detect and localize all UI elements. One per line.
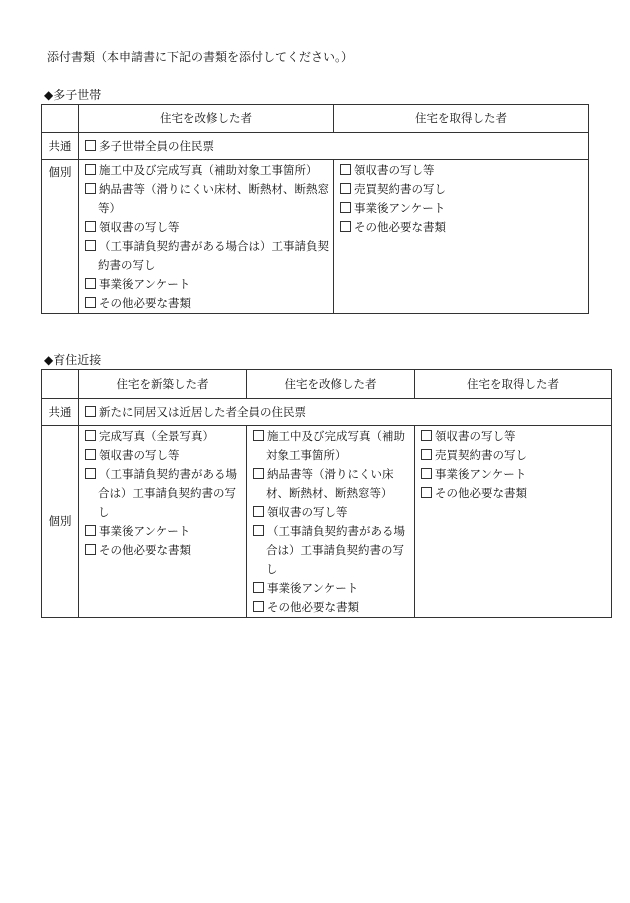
checklist-item: 領収書の写し等 [340,161,584,180]
checkbox-icon[interactable] [421,430,432,441]
newbuilt-documents-list [79,426,247,618]
checklist-item: 領収書の写し等 [85,446,242,465]
checkbox-icon[interactable] [253,430,264,441]
checklist-item: 納品書等（滑りにくい床材、断熱材、断熱窓等） [85,180,329,218]
header-acquired: 住宅を取得した者 [334,105,589,133]
checklist-item: 売買契約書の写し [340,180,584,199]
checklist-item: （工事請負契約書がある場合は）工事請負契約書の写し [85,237,329,275]
checkbox-icon[interactable] [253,506,264,517]
checkbox-icon[interactable] [85,140,96,151]
checklist-item: その他必要な書類 [340,218,584,237]
checkbox-icon[interactable] [85,468,96,479]
checkbox-icon[interactable] [85,297,96,308]
checklist-item: 施工中及び完成写真（補助対象工事箇所） [253,427,410,465]
checklist-item: 売買契約書の写し [421,446,607,465]
common-label: 共通 [42,399,79,426]
checkbox-icon[interactable] [85,406,96,417]
table-header-row [42,105,589,133]
checkbox-icon[interactable] [85,278,96,289]
header-corner [42,105,79,133]
renovated-documents-list [247,426,415,618]
individual-label: 個別 [42,160,79,314]
checkbox-icon[interactable] [253,582,264,593]
header-newbuilt: 住宅を新築した者 [79,370,247,399]
checklist-item: 納品書等（滑りにくい床材、断熱材、断熱窓等） [253,465,410,503]
checklist-item: 施工中及び完成写真（補助対象工事箇所） [85,161,329,180]
common-row [42,133,589,160]
checkbox-icon[interactable] [421,487,432,498]
common-row [42,399,612,426]
checkbox-icon[interactable] [421,468,432,479]
multichild-documents-table [41,104,589,314]
individual-label: 個別 [42,426,79,618]
checkbox-icon[interactable] [340,221,351,232]
checklist-item: 領収書の写し等 [421,427,607,446]
section-title-multichild: ◆多子世帯 [44,88,102,102]
checklist-item: 完成写真（全景写真） [85,427,242,446]
acquired-documents-list [334,160,589,314]
checkbox-icon[interactable] [253,468,264,479]
checkbox-icon[interactable] [340,202,351,213]
checklist-item: その他必要な書類 [253,598,410,617]
checklist-item: （工事請負契約書がある場合は）工事請負契約書の写し [85,465,242,522]
checklist-item: 新たに同居又は近居した者全員の住民票 [85,403,605,422]
attachments-intro: 添付書類（本申請書に下記の書類を添付してください。） [47,50,354,64]
section-title-nearby-living: ◆育住近接 [44,353,102,367]
checkbox-icon[interactable] [421,449,432,460]
checklist-item: その他必要な書類 [85,294,329,313]
checkbox-icon[interactable] [85,183,96,194]
checklist-item: その他必要な書類 [85,541,242,560]
common-label: 共通 [42,133,79,160]
individual-row [42,426,612,618]
checklist-item: 事業後アンケート [421,465,607,484]
acquired-documents-list [415,426,612,618]
checkbox-icon[interactable] [85,164,96,175]
checkbox-icon[interactable] [85,449,96,460]
header-renovated: 住宅を改修した者 [247,370,415,399]
checkbox-icon[interactable] [340,164,351,175]
checkbox-icon[interactable] [253,601,264,612]
checkbox-icon[interactable] [85,544,96,555]
checklist-item: （工事請負契約書がある場合は）工事請負契約書の写し [253,522,410,579]
common-cell [79,133,589,160]
header-renovated: 住宅を改修した者 [79,105,334,133]
checkbox-icon[interactable] [85,240,96,251]
header-acquired: 住宅を取得した者 [415,370,612,399]
checkbox-icon[interactable] [340,183,351,194]
checklist-item: 多子世帯全員の住民票 [85,137,582,156]
common-cell [79,399,612,426]
checklist-item: 事業後アンケート [253,579,410,598]
checkbox-icon[interactable] [85,525,96,536]
header-corner [42,370,79,399]
nearby-living-documents-table [41,369,612,618]
renovated-documents-list [79,160,334,314]
checklist-item: その他必要な書類 [421,484,607,503]
checkbox-icon[interactable] [253,525,264,536]
checklist-item: 領収書の写し等 [253,503,410,522]
checkbox-icon[interactable] [85,430,96,441]
checklist-item: 事業後アンケート [340,199,584,218]
checklist-item: 領収書の写し等 [85,218,329,237]
checkbox-icon[interactable] [85,221,96,232]
individual-row [42,160,589,314]
checklist-item: 事業後アンケート [85,275,329,294]
table-header-row [42,370,612,399]
checklist-item: 事業後アンケート [85,522,242,541]
